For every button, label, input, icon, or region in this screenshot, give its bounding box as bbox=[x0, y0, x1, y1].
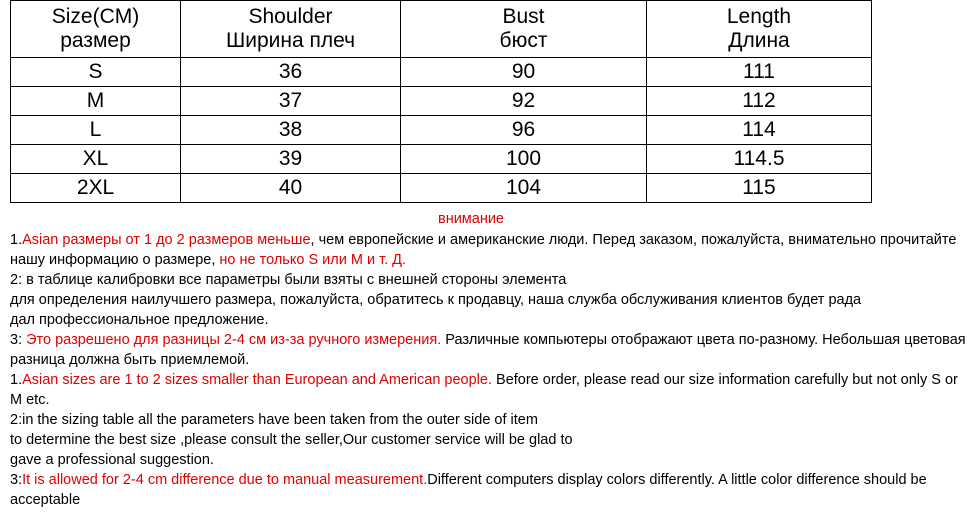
cell-length: 114 bbox=[647, 116, 872, 145]
table-row bbox=[11, 116, 872, 145]
cell-shoulder: 39 bbox=[181, 145, 401, 174]
note-line: 2:in the sizing table all the parameters have been taken from the outer side of item bbox=[10, 412, 538, 428]
cell-size: 2XL bbox=[11, 174, 181, 203]
table-row bbox=[11, 87, 872, 116]
header-length-ru: Длина bbox=[728, 29, 790, 52]
note-number: 1. bbox=[10, 232, 23, 248]
note-highlight: Это разрешено для разницы 2-4 см из-за ручного измерения. bbox=[26, 332, 442, 348]
note-text: Before order, please read our size information carefully but not only S or M etc. bbox=[10, 372, 958, 408]
cell-shoulder: 40 bbox=[181, 174, 401, 203]
cell-bust: 92 bbox=[401, 87, 647, 116]
size-notes bbox=[10, 209, 972, 510]
header-size-ru: размер bbox=[60, 29, 131, 52]
note-ru-3 bbox=[10, 330, 972, 370]
notes-title: внимание bbox=[437, 211, 504, 227]
cell-size: XL bbox=[11, 145, 181, 174]
note-highlight: Asian sizes are 1 to 2 sizes smaller than European and American people. bbox=[22, 372, 492, 388]
note-text: , чем европейские и американские люди. Перед заказом, пожалуйста, внимательно прочитайте нашу информацию о размере, bbox=[10, 232, 957, 268]
note-line: для определения наилучшего размера, пожалуйста, обратитесь к продавцу, наша служба обслуживания клиентов будет рада bbox=[10, 292, 862, 308]
cell-length: 115 bbox=[647, 174, 872, 203]
note-highlight: Asian размеры от 1 до 2 размеров меньше bbox=[22, 232, 311, 248]
cell-shoulder: 36 bbox=[181, 58, 401, 87]
table-row bbox=[11, 174, 872, 203]
header-size-en: Size(CM) bbox=[51, 4, 140, 28]
note-ru-2 bbox=[10, 270, 972, 330]
note-number: 3: bbox=[10, 472, 23, 488]
header-shoulder-en: Shoulder bbox=[248, 4, 333, 28]
note-number: 1. bbox=[10, 372, 23, 388]
table-row bbox=[11, 58, 872, 87]
note-line: 2: в таблице калибровки все параметры были взяты с внешней стороны элемента bbox=[10, 272, 567, 288]
note-en-3 bbox=[10, 470, 972, 510]
cell-bust: 90 bbox=[401, 58, 647, 87]
header-length-en: Length bbox=[726, 4, 792, 28]
cell-length: 114.5 bbox=[647, 145, 872, 174]
note-highlight: но не только S или M и т. Д. bbox=[219, 252, 407, 268]
note-highlight: It is allowed for 2-4 cm difference due to manual measurement. bbox=[22, 472, 428, 488]
note-en-2 bbox=[10, 410, 972, 470]
cell-length: 112 bbox=[647, 87, 872, 116]
note-line: gave a professional suggestion. bbox=[10, 452, 214, 468]
header-bust bbox=[401, 1, 647, 58]
header-bust-en: Bust bbox=[502, 4, 545, 28]
cell-bust: 104 bbox=[401, 174, 647, 203]
cell-bust: 100 bbox=[401, 145, 647, 174]
note-line: to determine the best size ,please consult the seller,Our customer service will be glad to bbox=[10, 432, 573, 448]
header-length bbox=[647, 1, 872, 58]
cell-shoulder: 38 bbox=[181, 116, 401, 145]
note-number: 3: bbox=[10, 332, 27, 348]
note-text: Different computers display colors differently. A little color difference should be acceptable bbox=[10, 472, 927, 508]
cell-size: S bbox=[11, 58, 181, 87]
cell-length: 111 bbox=[647, 58, 872, 87]
note-ru-1 bbox=[10, 230, 972, 270]
note-text: Различные компьютеры отображают цвета по-разному. Небольшая цветовая разница должна быть приемлемой. bbox=[10, 332, 966, 368]
note-en-1 bbox=[10, 370, 972, 410]
note-line: дал профессиональное предложение. bbox=[10, 312, 269, 328]
header-shoulder bbox=[181, 1, 401, 58]
table-row bbox=[11, 145, 872, 174]
cell-size: M bbox=[11, 87, 181, 116]
header-bust-ru: бюст bbox=[499, 29, 548, 52]
header-size bbox=[11, 1, 181, 58]
size-chart-table bbox=[10, 0, 872, 203]
cell-size: L bbox=[11, 116, 181, 145]
cell-bust: 96 bbox=[401, 116, 647, 145]
header-shoulder-ru: Ширина плеч bbox=[225, 29, 356, 52]
table-header-row bbox=[11, 1, 872, 58]
cell-shoulder: 37 bbox=[181, 87, 401, 116]
